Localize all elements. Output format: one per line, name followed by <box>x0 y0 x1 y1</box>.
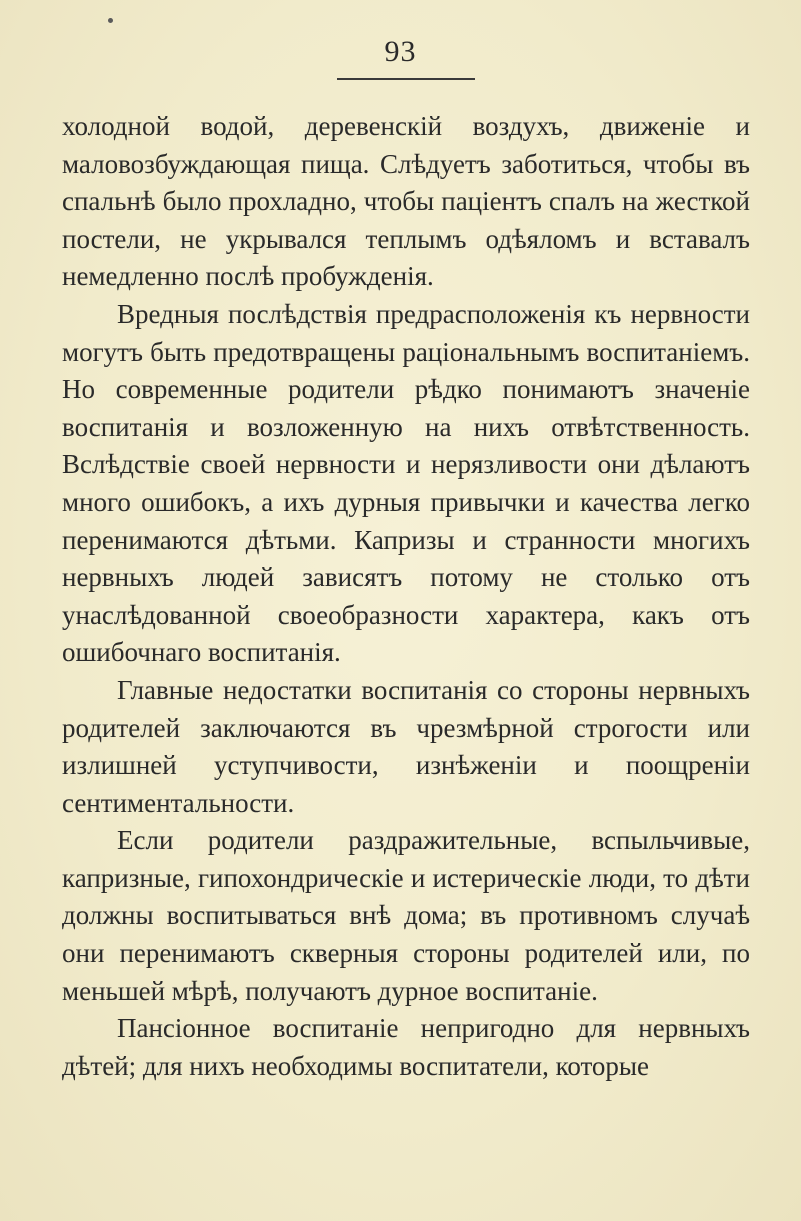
header-rule <box>337 78 475 80</box>
paragraph-4: Если родители раздражительные, вспыльчивые, капризные, гипохондрическіе и истерическіе люди, то дѣти должны воспитываться внѣ дома; въ противномъ случаѣ они перенимаютъ скверныя стороны родителей или, по меньшей мѣрѣ, получаютъ дурное воспитаніе. <box>62 825 750 1006</box>
body-text <box>62 108 750 1085</box>
ink-speck <box>108 18 113 23</box>
paragraph-1-continued: холодной водой, деревенскій воздухъ, движеніе и маловозбуждающая пища. Слѣдуетъ заботиться, чтобы въ спальнѣ было прохладно, чтобы паціентъ спалъ на жесткой постели, не укрывался теплымъ одѣяломъ и вставалъ немедленно послѣ пробужденія. <box>62 111 750 292</box>
paragraph-5: Пансіонное воспитаніе непригодно для нервныхъ дѣтей; для нихъ необходимы воспитатели, которые <box>62 1013 750 1081</box>
paragraph-3: Главные недостатки воспитанія со стороны нервныхъ родителей заключаются въ чрезмѣрной строгости или излишней уступчивости, изнѣженіи и поощреніи сентиментальности. <box>62 674 750 818</box>
paragraph-2: Вредныя послѣдствія предрасположенія къ нервности могутъ быть предотвращены раціональнымъ воспитаніемъ. Но современные родители рѣдко понимаютъ значеніе воспитанія и возложенную на нихъ отвѣтственность. Вслѣдствіе своей нервности и нерязливости они дѣлаютъ много ошибокъ, а ихъ дурныя привычки и качества легко перенимаются дѣтьми. Капризы и странности многихъ нервныхъ людей зависятъ потому не столько отъ унаслѣдованной своеобразности характера, какъ отъ ошибочнаго воспитанія. <box>62 298 750 668</box>
page-number: 93 <box>384 35 417 68</box>
